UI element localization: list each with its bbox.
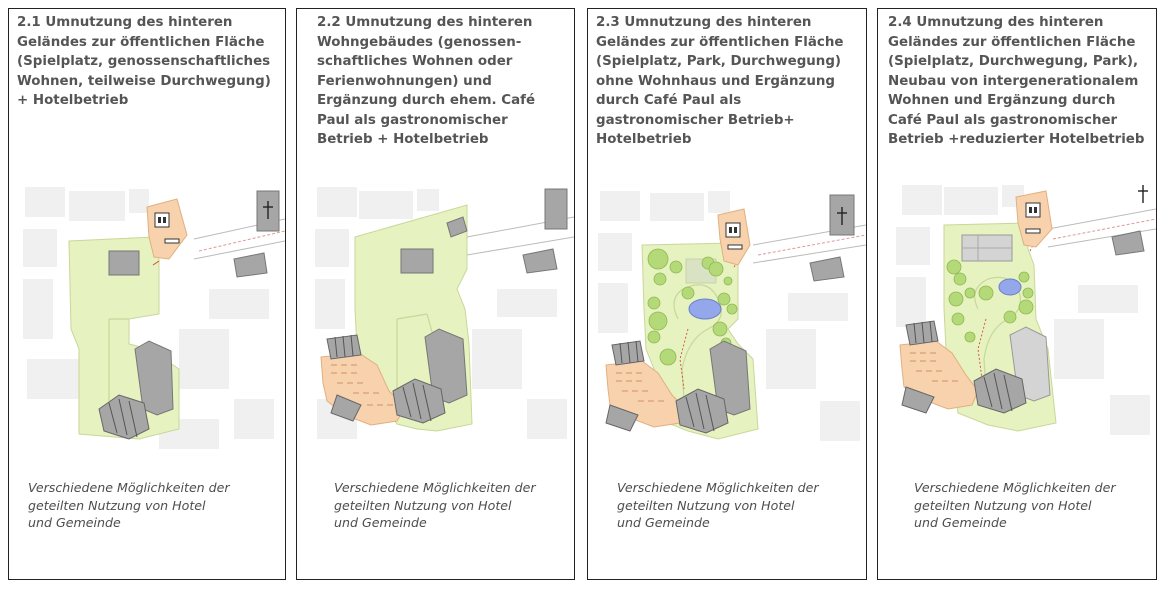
panel-title [17,13,279,111]
panel-title-line: Wohngebäudes (genossen- [317,34,522,50]
panel-title-line: + Hotelbetrieb [17,93,129,108]
panel-2-4 [877,8,1157,580]
caption-line: geteilten Nutzung von Hotel [334,497,512,513]
panel-caption [28,479,230,532]
caption-line: und Gemeinde [914,515,1007,530]
panel-title-line: (Spielplatz, Park, Durchwegung) [596,54,842,69]
panel-title-line: schaftliches Wohnen oder [317,54,513,69]
caption-line: geteilten Nutzung von Hotel [617,497,795,513]
panel-2-3 [587,8,867,580]
panel-title [888,13,1150,150]
caption-line: Verschiedene Möglichkeiten der [914,480,1116,495]
panel-title-line: Geländes zur öffentlichen Fläche [596,34,844,50]
panel-title-line: Ferienwohnungen) und [317,73,492,89]
panel-title-line: Wohnen, teilweise Durchwegung) [17,73,271,89]
panel-title-line: Neubau von intergenerationalem [888,73,1139,89]
panel-title-line: 2.4 Umnutzung des hinteren [888,15,1104,30]
site-plan [588,169,866,459]
caption-line: geteilten Nutzung von Hotel [914,497,1092,513]
site-plan [878,169,1156,459]
panel-title-line: Hotelbetrieb [596,132,692,147]
panel-title [317,13,568,150]
caption-line: Verschiedene Möglichkeiten der [28,480,230,495]
road-path [758,235,866,255]
panel-title-line: durch Café Paul als [596,93,742,108]
caption-line: und Gemeinde [617,515,710,530]
panel-title-line: Geländes zur öffentlichen Fläche [888,34,1136,50]
panel-caption [334,479,536,532]
hotel-area [147,199,187,259]
panel-title-line: Betrieb +reduzierter Hotelbetrieb [888,132,1145,147]
panel-title-line: Ergänzung durch ehem. Café [317,93,536,108]
panel-title-line: ohne Wohnhaus und Ergänzung [596,73,835,89]
context-dark-buildings [1112,231,1144,255]
panel-caption [914,479,1116,532]
pond [999,279,1021,295]
panel-title-line: Geländes zur öffentlichen Fläche [17,34,265,50]
rear-building [109,251,139,275]
panel-2-2 [296,8,575,580]
panel-title-line: gastronomischer Betrieb+ [596,112,795,128]
panel-caption [617,479,819,532]
panel-title-line: Paul als gastronomischer [317,112,508,128]
caption-line: und Gemeinde [334,515,427,530]
panel-2-1 [8,8,286,580]
panel-title [596,13,860,150]
panel-title-line: (Spielplatz, Durchwegung, Park), [888,54,1139,69]
site-plan [9,169,285,459]
caption-line: Verschiedene Möglichkeiten der [334,480,536,495]
caption-line: Verschiedene Möglichkeiten der [617,480,819,495]
panel-title-line: 2.2 Umnutzung des hinteren [317,15,533,30]
playground-icon [726,223,742,249]
panel-title-line: 2.1 Umnutzung des hinteren [17,15,233,30]
road-path [199,231,285,251]
panel-title-line: Wohnen und Ergänzung durch [888,93,1116,108]
rear-building [401,249,433,273]
panel-title-line: Betrieb + Hotelbetrieb [317,132,489,147]
church-cross-icon [1138,185,1148,203]
panel-title-line: 2.3 Umnutzung des hinteren [596,15,812,30]
site-plan [297,169,574,459]
panel-title-line: (Spielplatz, genossenschaftliches [17,54,271,69]
caption-line: und Gemeinde [28,515,121,530]
new-housing [962,235,1012,261]
panel-title-line: Café Paul als gastronomischer [888,112,1118,128]
pond [689,299,721,319]
caption-line: geteilten Nutzung von Hotel [28,497,206,513]
